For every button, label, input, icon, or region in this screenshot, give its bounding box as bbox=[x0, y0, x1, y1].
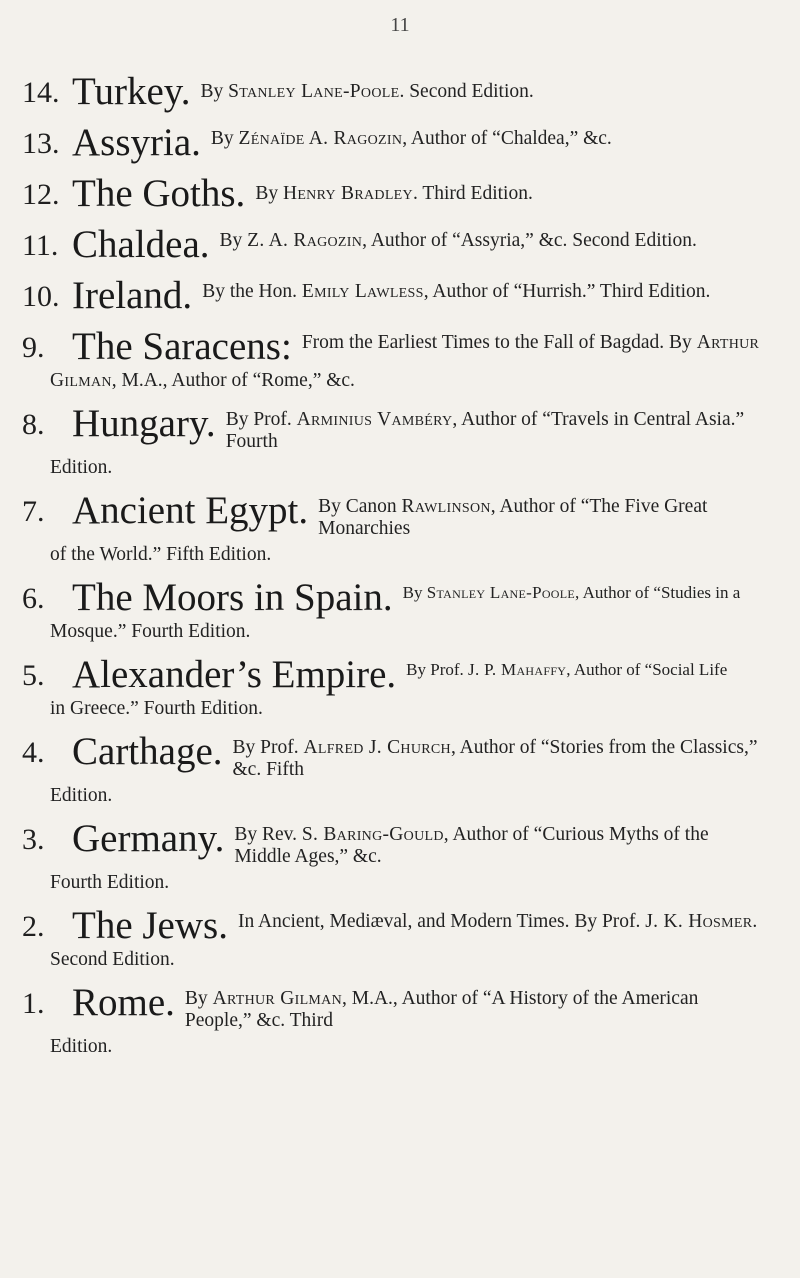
entry-number: 13. bbox=[22, 127, 60, 160]
entry-description: By Henry Bradley. Third Edition. bbox=[255, 183, 533, 204]
entry-number: 12. bbox=[22, 178, 60, 211]
book-entry bbox=[22, 402, 768, 479]
book-entry bbox=[22, 576, 768, 643]
entry-description: By Z. A. Ragozin, Author of “Assyria,” &c. Second Edition. bbox=[219, 230, 697, 251]
entry-continuation: Second Edition. bbox=[50, 949, 175, 970]
entry-number: 5. bbox=[22, 659, 45, 692]
entry-title: Turkey. bbox=[72, 70, 191, 113]
entry-title: Ireland. bbox=[72, 274, 193, 317]
entry-number: 11. bbox=[22, 229, 59, 262]
entry-number: 14. bbox=[22, 76, 60, 109]
entry-description: By Prof. J. P. Mahaffy, Author of “Social Life bbox=[406, 660, 728, 679]
book-entry bbox=[22, 172, 768, 215]
book-entry bbox=[22, 489, 768, 566]
entry-number: 10. bbox=[22, 280, 60, 313]
entry-title: Hungary. bbox=[72, 402, 216, 445]
entry-description: By Arthur Gilman, M.A., Author of “A History of the American People,” &c. Third bbox=[184, 988, 699, 1031]
entry-description: By Canon Rawlinson, Author of “The Five Great Monarchies bbox=[318, 496, 708, 539]
entry-number: 1. bbox=[22, 987, 45, 1020]
book-entry bbox=[22, 730, 768, 807]
entry-title: The Moors in Spain. bbox=[72, 576, 393, 619]
book-entry bbox=[22, 904, 768, 971]
entry-title: The Goths. bbox=[72, 172, 246, 215]
entry-continuation: Mosque.” Fourth Edition. bbox=[50, 621, 251, 642]
entry-number: 7. bbox=[22, 495, 45, 528]
entry-number: 9. bbox=[22, 331, 45, 364]
book-entry bbox=[22, 817, 768, 894]
entry-description: By the Hon. Emily Lawless, Author of “Hurrish.” Third Edition. bbox=[202, 281, 711, 302]
entry-description: By Zénaïde A. Ragozin, Author of “Chaldea,” &c. bbox=[210, 128, 612, 149]
entry-title: Assyria. bbox=[72, 121, 201, 164]
entry-title: Chaldea. bbox=[72, 223, 210, 266]
entry-continuation: in Greece.” Fourth Edition. bbox=[50, 698, 263, 719]
entry-description: From the Earliest Times to the Fall of Bagdad. By Arthur bbox=[301, 332, 760, 353]
entry-continuation: Fourth Edition. bbox=[50, 872, 170, 893]
entry-description: By Rev. S. Baring-Gould, Author of “Curious Myths of the Middle Ages,” &c. bbox=[234, 824, 709, 867]
entry-number: 8. bbox=[22, 408, 45, 441]
entry-description: By Prof. Alfred J. Church, Author of “Stories from the Classics,” &c. Fifth bbox=[232, 737, 758, 780]
entry-continuation: Edition. bbox=[50, 1036, 113, 1057]
book-entry bbox=[22, 653, 768, 720]
book-entry bbox=[22, 223, 768, 266]
entry-continuation: Edition. bbox=[50, 785, 113, 806]
entry-continuation: Edition. bbox=[50, 457, 113, 478]
entry-continuation: of the World.” Fifth Edition. bbox=[50, 544, 272, 565]
entry-title: Alexander’s Empire. bbox=[72, 653, 397, 696]
book-entry bbox=[22, 121, 768, 164]
entry-number: 2. bbox=[22, 910, 45, 943]
entry-description: By Stanley Lane-Poole, Author of “Studies in a bbox=[402, 583, 741, 602]
entry-title: Rome. bbox=[72, 981, 175, 1024]
book-entry bbox=[22, 325, 768, 392]
book-entry bbox=[22, 274, 768, 317]
entry-title: The Saracens: bbox=[72, 325, 292, 368]
entry-title: The Jews. bbox=[72, 904, 228, 947]
entry-number: 4. bbox=[22, 736, 45, 769]
book-entry bbox=[22, 70, 768, 113]
entry-title: Carthage. bbox=[72, 730, 223, 773]
entry-title: Germany. bbox=[72, 817, 225, 860]
entry-number: 3. bbox=[22, 823, 45, 856]
entry-description: By Stanley Lane-Poole. Second Edition. bbox=[200, 81, 534, 102]
entry-continuation: Gilman, M.A., Author of “Rome,” &c. bbox=[50, 370, 355, 391]
entry-number: 6. bbox=[22, 582, 45, 615]
book-list bbox=[22, 70, 768, 1070]
page-number: 11 bbox=[390, 14, 410, 36]
entry-description: By Prof. Arminius Vambéry, Author of “Travels in Central Asia.” Fourth bbox=[225, 409, 745, 452]
entry-description: In Ancient, Mediæval, and Modern Times. By Prof. J. K. Hosmer. bbox=[237, 911, 758, 932]
book-entry bbox=[22, 981, 768, 1058]
entry-title: Ancient Egypt. bbox=[72, 489, 309, 532]
